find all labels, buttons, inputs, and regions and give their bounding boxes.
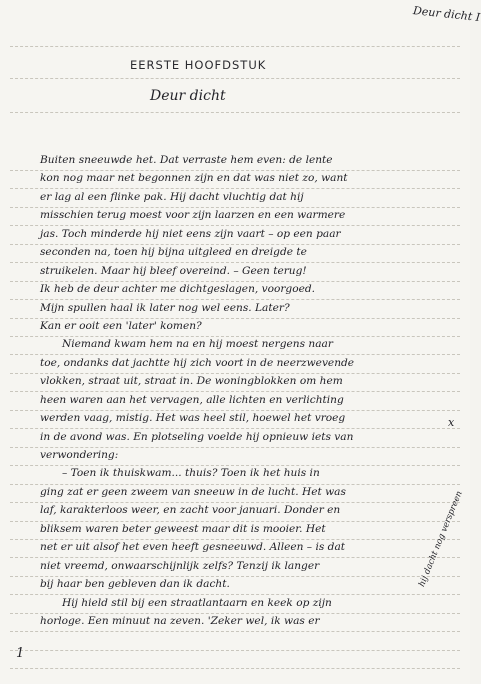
page-number: 1 [16,646,25,661]
manuscript-line: – Toen ik thuiskwam... thuis? Toen ik het huis in [62,467,320,480]
manuscript-line: Hij hield stil bij een straatlantaarn en keek op zijn [62,596,332,609]
manuscript-body [40,151,430,630]
ruled-line [10,631,460,632]
ruled-line [10,650,460,651]
chapter-heading: EERSTE HOOFDSTUK [130,58,267,72]
manuscript-line: vlokken, straat uit, straat in. De woningblokken om hem [40,375,343,388]
manuscript-line: werden vaag, mistig. Het was heel stil, hoewel het vroeg [40,412,346,425]
manuscript-line: laf, karakterloos weer, en zacht voor januari. Donder en [40,504,341,517]
corner-note: Deur dicht I [412,4,481,25]
manuscript-line: in de avond was. En plotseling voelde hij opnieuw iets van [40,430,354,443]
manuscript-line: net er uit alsof het even heeft gesneeuwd. Alleen – is dat [40,541,346,554]
manuscript-line: niet vreemd, onwaarschijnlijk zelfs? Tenzij ik langer [40,559,320,572]
manuscript-line: horloge. Een minuut na zeven. 'Zeker wel, ik was er [40,614,320,627]
margin-note: hij dacht nog verspreen [417,489,465,589]
manuscript-line: struikelen. Maar hij bleef overeind. – Geen terug! [40,264,307,277]
manuscript-line: jas. Toch minderde hij niet eens zijn vaart – op een paar [40,227,341,240]
manuscript-line: Ik heb de deur achter me dichtgeslagen, voorgoed. [40,283,316,296]
manuscript-line: toe, ondanks dat jachtte hij zich voort in de neerzwevende [40,356,355,369]
ruled-line [10,112,460,113]
manuscript-line: bij haar ben gebleven dan ik dacht. [40,578,230,591]
manuscript-line: er lag al een flinke pak. Hij dacht vluchtig dat hij [40,190,304,203]
manuscript-line: Mijn spullen haal ik later nog wel eens. Later? [40,301,290,314]
ruled-line [10,668,460,669]
ruled-line [10,78,460,79]
manuscript-line: bliksem waren beter geweest maar dit is mooier. Het [40,522,326,535]
manuscript-line: heen waren aan het vervagen, alle lichten en verlichting [40,393,344,406]
ruled-line [10,46,460,47]
manuscript-line: ging zat er geen zweem van sneeuw in de lucht. Het was [40,485,346,498]
manuscript-line: verwondering: [40,449,119,461]
manuscript-line: Niemand kwam hem na en hij moest nergens naar [62,338,333,351]
manuscript-line: misschien terug moest voor zijn laarzen en een warmere [40,209,346,222]
manuscript-line: kon nog maar net begonnen zijn en dat was niet zo, want [40,172,348,185]
manuscript-line: Buiten sneeuwde het. Dat verraste hem even: de lente [40,154,333,166]
margin-mark: x [448,416,455,429]
chapter-title: Deur dicht [150,88,226,104]
manuscript-line: seconden na, toen hij bijna uitgleed en dreigde te [40,246,307,259]
manuscript-line: Kan er ooit een 'later' komen? [40,319,202,332]
